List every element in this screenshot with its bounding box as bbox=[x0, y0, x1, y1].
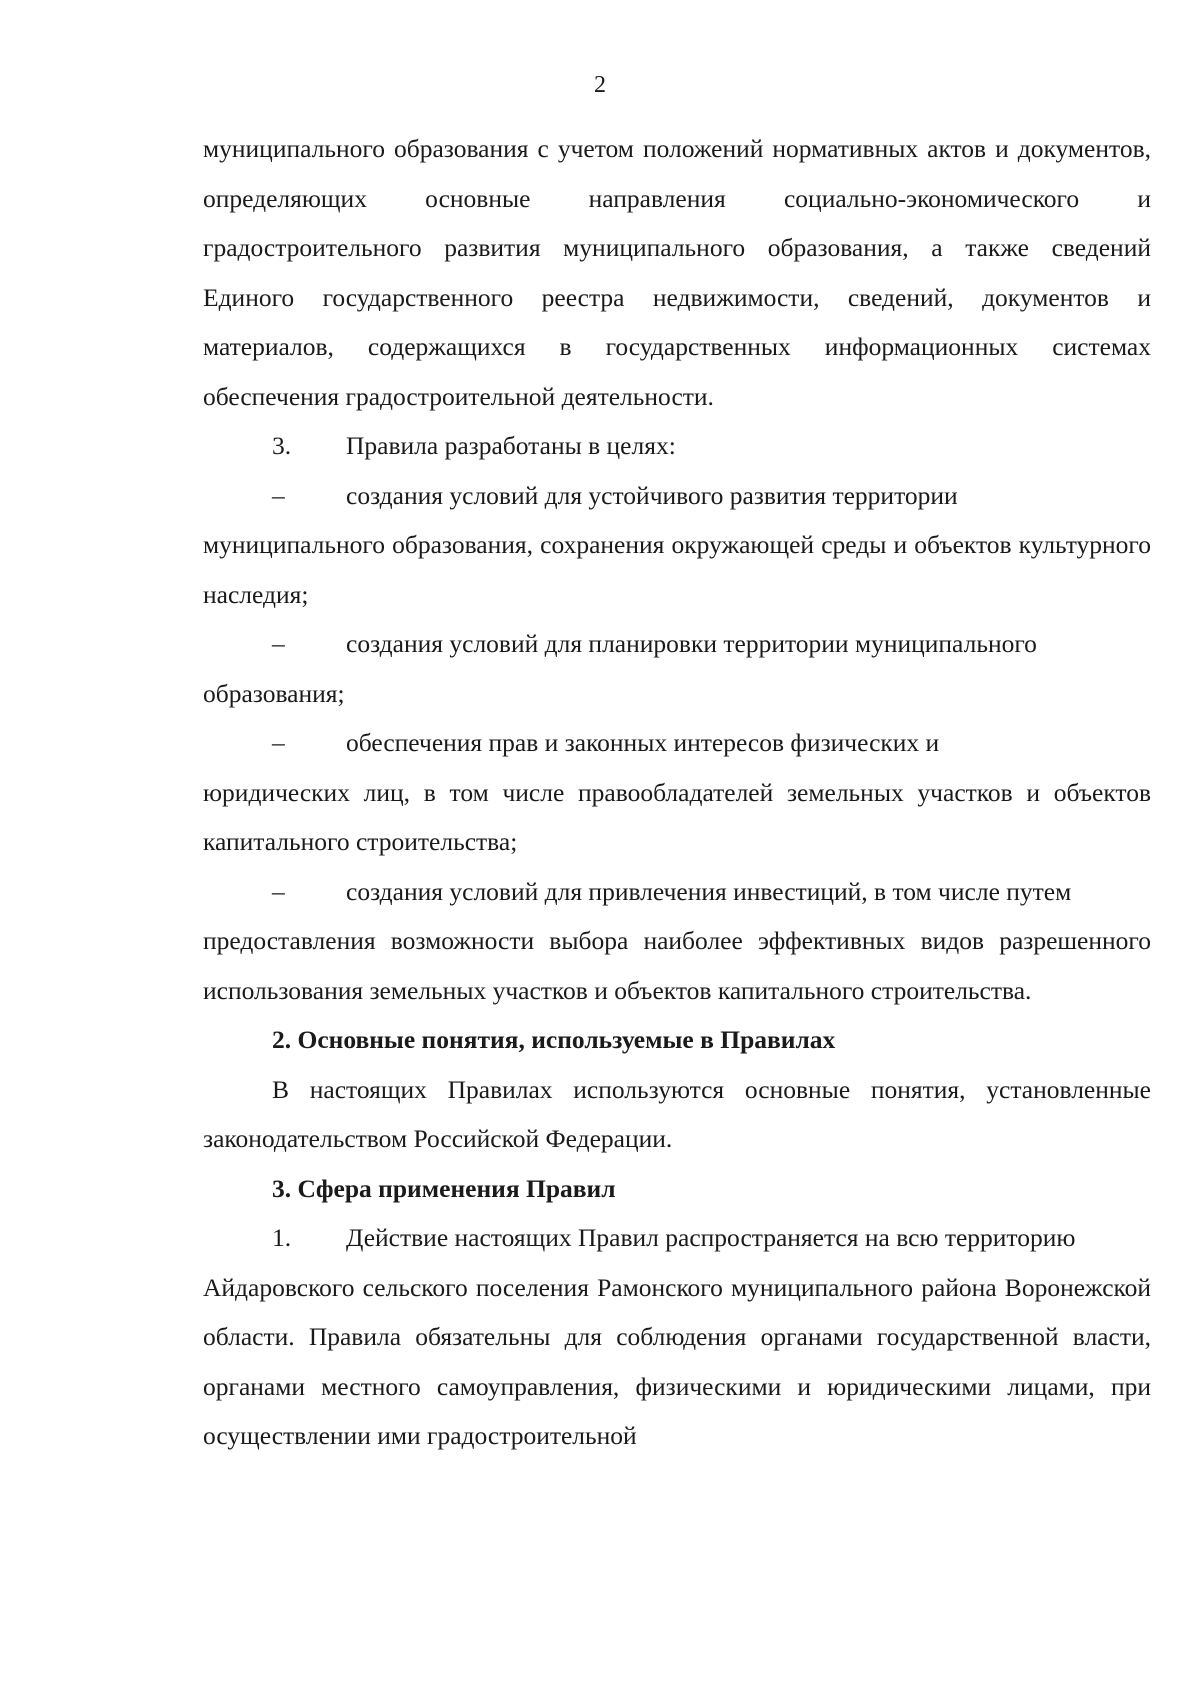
list-item-1 bbox=[203, 1213, 1151, 1263]
list-item-text: Правила разработаны в целях: bbox=[346, 431, 676, 460]
goal-text-lead: создания условий для устойчивого развития территории bbox=[346, 480, 958, 510]
goal-text-rest: юридических лиц, в том числе правообладателей земельных участков и объектов капитального строительства; bbox=[203, 777, 1151, 856]
list-item-text-rest: Айдаровского сельского поселения Рамонского муниципального района Воронежской области. Правила обязательны для соблюдения органами государственной власти, органами местного самоуправления, физическими и юридическими лицами, при осуществлении ими градостроительной bbox=[203, 1272, 1151, 1450]
goal-text-lead: обеспечения прав и законных интересов физических и bbox=[346, 728, 940, 757]
goal-text-rest: образования; bbox=[203, 678, 345, 708]
section-heading-2: 2. Основные понятия, используемые в Правилах bbox=[272, 1025, 836, 1054]
list-marker: 1. bbox=[272, 1223, 292, 1252]
goal-item-2 bbox=[203, 619, 1151, 669]
dash-marker: – bbox=[272, 876, 285, 906]
section-2-text: В настоящих Правилах используются основные понятия, установленные законодательством Российской Федерации. bbox=[203, 1074, 1151, 1153]
list-item-3 bbox=[203, 421, 1151, 471]
page-number: 2 bbox=[594, 72, 606, 98]
dash-marker: – bbox=[272, 629, 285, 658]
list-marker: 3. bbox=[272, 431, 292, 460]
goal-item-3 bbox=[203, 718, 1151, 768]
goal-text-lead: создания условий для привлечения инвестиций, в том числе путем bbox=[346, 876, 1072, 906]
list-item-text-lead: Действие настоящих Правил распространяется на всю территорию bbox=[346, 1223, 1076, 1252]
goal-text-rest: предоставления возможности выбора наиболее эффективных видов разрешенного использования земельных участков и объектов капитального строительства. bbox=[203, 926, 1151, 1005]
section-heading-3: 3. Сфера применения Правил bbox=[272, 1173, 616, 1203]
dash-marker: – bbox=[272, 728, 285, 757]
goal-text-lead: создания условий для планировки территории муниципального bbox=[346, 629, 1037, 658]
document-body bbox=[203, 124, 1151, 1461]
paragraph-continuation: муниципального образования с учетом положений нормативных актов и документов, определяющих основные направления социально-экономического и градостроительного развития муниципального образования, а также сведений Единого государственного реестра недвижимости, сведений, документов и материалов, содержащихся в государственных информационных системах обеспечения градостроительной деятельности. bbox=[203, 134, 1151, 411]
goal-item-1 bbox=[203, 471, 1151, 521]
dash-marker: – bbox=[272, 480, 285, 510]
goal-item-4 bbox=[203, 867, 1151, 917]
goal-text-rest: муниципального образования, сохранения окружающей среды и объектов культурного наследия; bbox=[203, 530, 1151, 609]
